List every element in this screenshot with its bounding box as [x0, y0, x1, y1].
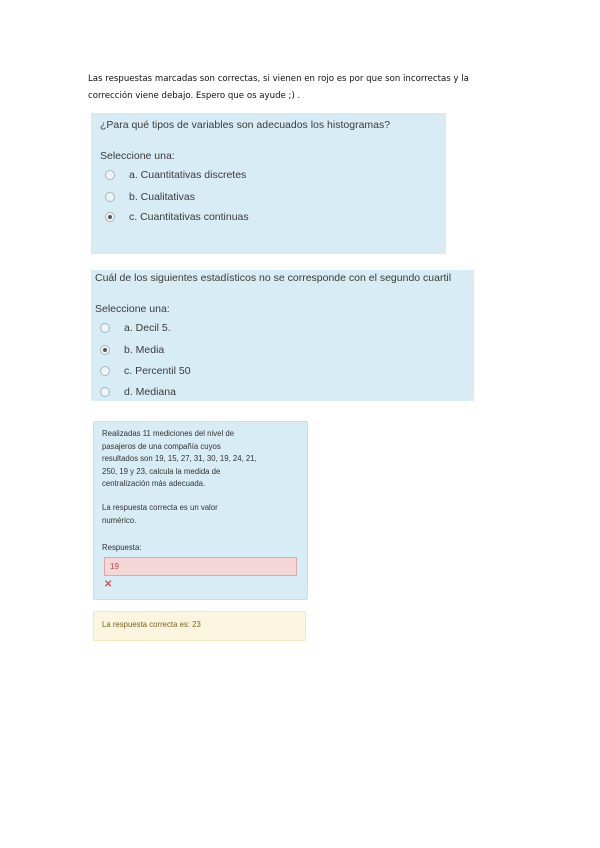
question-2-option-d[interactable]	[100, 386, 176, 398]
option-label: a. Decil 5.	[124, 322, 171, 334]
question-3-note-line: La respuesta correcta es un valor	[102, 503, 218, 512]
intro-line-1: Las respuestas marcadas son correctas, si vienen en rojo es por que son incorrectas y la	[88, 74, 469, 84]
radio-unchecked-icon[interactable]	[100, 366, 110, 376]
question-1-option-b[interactable]	[105, 191, 195, 203]
question-3-line: pasajeros de una compañía cuyos	[102, 441, 221, 451]
question-1-option-a[interactable]	[105, 169, 246, 181]
question-1-option-c[interactable]	[105, 211, 249, 223]
option-label: b. Media	[124, 344, 165, 356]
question-1-panel	[91, 113, 446, 254]
question-3-note-line: numérico.	[102, 515, 137, 525]
incorrect-x-icon: ✕	[104, 579, 113, 590]
question-2-option-b[interactable]	[100, 344, 164, 356]
option-label: c. Percentil 50	[124, 365, 191, 377]
question-3-panel	[93, 421, 308, 600]
question-3-container	[91, 419, 326, 651]
radio-unchecked-icon[interactable]	[105, 192, 115, 202]
answer-input[interactable]: 19	[104, 557, 297, 576]
question-3-line: Realizadas 11 mediciones del nivel de	[102, 429, 235, 438]
radio-unchecked-icon[interactable]	[100, 387, 110, 397]
question-2-option-a[interactable]	[100, 322, 171, 334]
question-1-text: ¿Para qué tipos de variables son adecuados los histogramas?	[100, 119, 391, 131]
question-2-panel	[91, 270, 474, 401]
question-3-text	[102, 428, 302, 491]
question-2-option-c[interactable]	[100, 365, 191, 377]
question-3-line: centralización más adecuada.	[102, 479, 206, 489]
option-label: a. Cuantitativas discretes	[129, 169, 247, 181]
question-3-line: 250, 19 y 23, calcula la medida de	[102, 466, 221, 476]
option-label: b. Cualitativas	[129, 191, 195, 203]
intro-text	[88, 71, 508, 105]
option-label: d. Mediana	[124, 386, 176, 398]
question-2-select-label: Seleccione una:	[95, 303, 170, 315]
radio-unchecked-icon[interactable]	[105, 170, 115, 180]
radio-unchecked-icon[interactable]	[100, 323, 110, 333]
answer-label: Respuesta:	[102, 543, 142, 552]
correct-answer-feedback: La respuesta correcta es: 23	[93, 611, 306, 641]
intro-line-2: corrección viene debajo. Espero que os ayude ;) .	[88, 91, 301, 101]
question-3-note	[102, 502, 302, 527]
question-1-select-label: Seleccione una:	[100, 150, 175, 162]
question-2-text: Cuál de los siguientes estadísticos no se corresponde con el segundo cuartil	[95, 272, 452, 284]
option-label: c. Cuantitativas continuas	[129, 211, 249, 223]
radio-checked-icon[interactable]	[105, 212, 115, 222]
radio-checked-icon[interactable]	[100, 345, 110, 355]
question-3-line: resultados son 19, 15, 27, 31, 30, 19, 24, 21,	[102, 454, 257, 464]
